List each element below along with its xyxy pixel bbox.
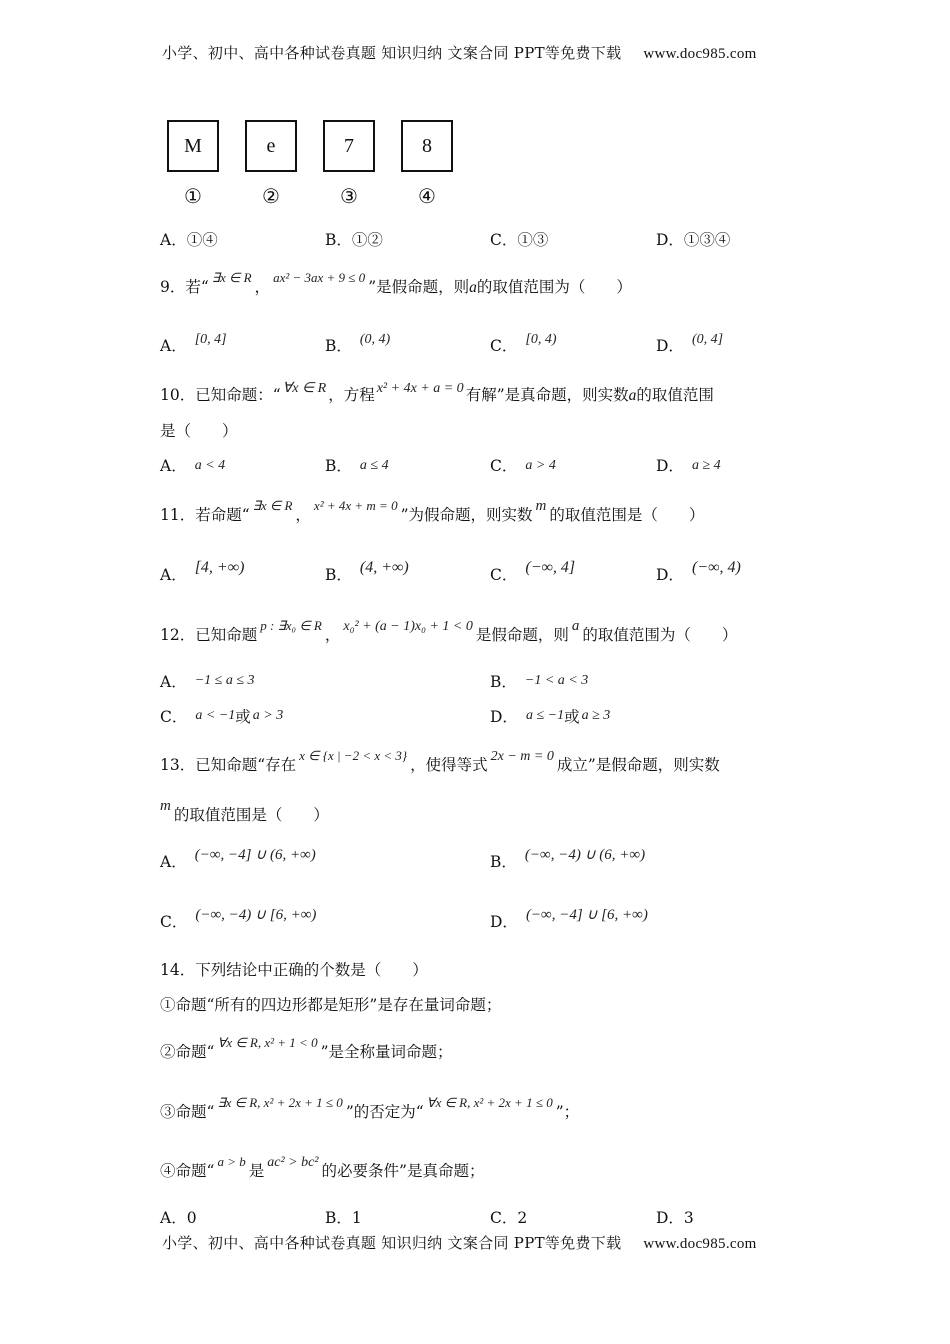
q10-stem-line-2: 是（ ） — [160, 422, 238, 440]
q11-option-c[interactable] — [490, 559, 576, 585]
q11-option-d[interactable] — [656, 559, 741, 585]
s3-suffix: ”； — [555, 1103, 580, 1121]
option-value: [0, 4) — [525, 332, 557, 347]
q11-sep: ， — [295, 506, 311, 524]
q9-option-c[interactable] — [490, 334, 557, 356]
option-value: (−∞, −4) ∪ (6, +∞) — [524, 847, 646, 863]
option-letter: D． — [490, 708, 518, 726]
option-letter: A． — [160, 337, 187, 355]
q13-mid: ，使得等式 — [410, 756, 488, 774]
q12-sep: ， — [324, 626, 341, 644]
s4-math-1: a > b — [217, 1154, 246, 1169]
q10-prefix: 10．已知命题：“ — [160, 386, 281, 404]
q11-suffix-1: ”为假命题，则实数 — [400, 506, 533, 524]
q10-suffix-2: 的取值范围 — [636, 386, 714, 404]
s2-suffix: ”是全称量词命题； — [320, 1043, 453, 1061]
option-value-2: a ≥ 3 — [581, 708, 611, 723]
q13-stem-line-2 — [160, 798, 329, 825]
option-or: 或 — [235, 708, 251, 726]
q12-suffix-2: 的取值范围为（ ） — [582, 626, 738, 644]
option-or: 或 — [564, 708, 580, 726]
option-letter: C． — [160, 708, 188, 726]
q13-option-b[interactable] — [490, 847, 646, 872]
option-value: −1 ≤ a ≤ 3 — [194, 673, 255, 688]
footer-text: 小学、初中、高中各种试卷真题 知识归纳 文案合同 PPT等免费下载 — [162, 1234, 622, 1252]
q10-suffix-1: 有解”是真命题，则实数 — [465, 386, 629, 404]
header-text: 小学、初中、高中各种试卷真题 知识归纳 文案合同 PPT等免费下载 — [162, 44, 622, 62]
q14-option-b[interactable]: B．1 — [325, 1209, 362, 1227]
q12-math-2: x₀² + (a − 1)x₀ + 1 < 0 — [343, 619, 473, 634]
option-letter: B． — [325, 457, 352, 475]
q13-option-c[interactable] — [160, 907, 317, 932]
q12-var: a — [571, 618, 580, 634]
q9-var: a — [469, 279, 477, 296]
q9-stem — [160, 270, 632, 297]
q12-option-a[interactable] — [160, 670, 255, 692]
q14-option-c[interactable]: C．2 — [490, 1209, 528, 1227]
s4-prefix: ④命题“ — [160, 1162, 215, 1180]
option-value: (−∞, 4) — [691, 559, 741, 576]
q12-option-d[interactable] — [490, 705, 610, 727]
q13-math-1: x ∈ {x | −2 < x < 3} — [299, 748, 408, 763]
q13-prefix: 13．已知命题“存在 — [160, 756, 297, 774]
s3-prefix: ③命题“ — [160, 1103, 215, 1121]
q12-option-b[interactable] — [490, 670, 588, 692]
q9-prefix: 9．若“ — [160, 278, 209, 296]
q12-option-c[interactable] — [160, 705, 283, 727]
option-value: (0, 4) — [359, 332, 391, 347]
option-letter: B． — [490, 673, 517, 691]
card-box: 7 — [323, 120, 375, 172]
q13-option-d[interactable] — [490, 907, 648, 932]
q12-math-1: p : ∃x₀ ∈ R — [260, 618, 322, 633]
card-label: ③ — [340, 184, 358, 208]
q12-stem — [160, 618, 738, 645]
q8-option-a[interactable]: A．①④ — [160, 231, 218, 249]
q13-line-2: 的取值范围是（ ） — [173, 806, 329, 824]
option-value: −1 < a < 3 — [524, 673, 589, 688]
option-letter: B． — [325, 337, 352, 355]
option-letter: D． — [656, 337, 684, 355]
option-letter: B． — [490, 853, 517, 871]
card-label: ④ — [418, 184, 436, 208]
q10-stem — [160, 383, 714, 405]
s2-math: ∀x ∈ R, x² + 1 < 0 — [217, 1035, 318, 1050]
option-value: a < −1 — [195, 708, 236, 723]
option-value: a ≥ 4 — [691, 458, 721, 473]
option-letter: D． — [656, 566, 684, 584]
q9-option-b[interactable] — [325, 334, 390, 356]
option-value: a ≤ −1 — [525, 708, 565, 723]
q10-mid: ，方程 — [328, 386, 375, 404]
page-footer — [162, 1232, 757, 1253]
q10-option-b[interactable] — [325, 454, 389, 476]
q14-statement-1: ①命题“所有的四边形都是矩形”是存在量词命题； — [160, 996, 502, 1014]
s2-prefix: ②命题“ — [160, 1043, 215, 1061]
q8-option-d[interactable]: D．①③④ — [656, 231, 731, 249]
q13-option-a[interactable] — [160, 847, 316, 872]
q10-option-a[interactable] — [160, 454, 225, 476]
s4-math-2: ac² > bc² — [267, 1155, 319, 1170]
q11-var: m — [535, 498, 547, 514]
header-url[interactable]: www.doc985.com — [643, 46, 757, 62]
option-letter: D． — [490, 913, 518, 931]
option-letter: B． — [325, 566, 352, 584]
q9-math-2: ax² − 3ax + 9 ≤ 0 — [273, 270, 366, 285]
q9-math-1: ∃x ∈ R — [211, 270, 252, 285]
option-letter: C． — [160, 913, 188, 931]
card-label: ② — [262, 184, 280, 208]
q14-statement-3 — [160, 1095, 580, 1122]
page-header — [162, 42, 757, 63]
q9-option-a[interactable] — [160, 334, 227, 356]
q9-suffix-2: 的取值范围为（ ） — [476, 278, 632, 296]
option-value: (4, +∞) — [359, 559, 409, 576]
q10-option-c[interactable] — [490, 454, 556, 476]
q10-option-d[interactable] — [656, 454, 721, 476]
q12-suffix-1: 是假命题，则 — [475, 626, 569, 644]
option-letter: D． — [656, 457, 684, 475]
s3-math-1: ∃x ∈ R, x² + 2x + 1 ≤ 0 — [217, 1095, 343, 1110]
option-value: (−∞, −4] ∪ [6, +∞) — [525, 907, 648, 923]
option-value: [4, +∞) — [194, 559, 245, 576]
q9-sep: ， — [254, 278, 271, 296]
q10-var: a — [628, 387, 637, 404]
q8-option-b[interactable]: B．①② — [325, 231, 383, 249]
footer-url[interactable]: www.doc985.com — [643, 1236, 757, 1252]
option-letter: A． — [160, 853, 187, 871]
q11-suffix-2: 的取值范围是（ ） — [549, 506, 705, 524]
q11-math-2: x² + 4x + m = 0 — [313, 498, 398, 513]
q14-stem: 14．下列结论中正确的个数是（ ） — [160, 961, 428, 979]
option-value-2: a > 3 — [252, 708, 284, 723]
q13-var: m — [160, 798, 171, 814]
option-letter: A． — [160, 673, 187, 691]
option-letter: C． — [490, 566, 518, 584]
q14-statement-4 — [160, 1154, 485, 1181]
q8-option-c[interactable]: C．①③ — [490, 231, 549, 249]
s4-suffix: 的必要条件”是真命题； — [321, 1162, 485, 1180]
q11-prefix: 11．若命题“ — [160, 506, 250, 524]
card-box: M — [167, 120, 219, 172]
q10-math-1: ∀x ∈ R — [282, 381, 327, 396]
option-value: (0, 4] — [691, 332, 724, 347]
s3-mid: ”的否定为“ — [345, 1103, 424, 1121]
option-value: (−∞, 4] — [525, 559, 576, 576]
card-box: 8 — [401, 120, 453, 172]
card-box: e — [245, 120, 297, 172]
q14-statement-2 — [160, 1035, 453, 1062]
option-value: a < 4 — [194, 458, 226, 473]
s4-mid: 是 — [248, 1162, 265, 1180]
q11-option-b[interactable] — [325, 559, 409, 585]
option-value: (−∞, −4] ∪ (6, +∞) — [194, 847, 316, 863]
q10-math-2: x² + 4x + a = 0 — [376, 381, 464, 396]
q12-prefix: 12．已知命题 — [160, 626, 258, 644]
q13-stem — [160, 748, 720, 775]
option-value: (−∞, −4) ∪ [6, +∞) — [195, 907, 317, 923]
q14-option-d[interactable]: D．3 — [656, 1209, 694, 1227]
q9-suffix-1: ”是假命题，则 — [368, 278, 470, 296]
s3-math-2: ∀x ∈ R, x² + 2x + 1 ≤ 0 — [426, 1095, 553, 1110]
q9-option-d[interactable] — [656, 334, 723, 356]
option-value: [0, 4] — [194, 332, 227, 347]
option-letter: C． — [490, 457, 518, 475]
q13-math-2: 2x − m = 0 — [490, 749, 554, 764]
q13-suffix-1: 成立”是假命题，则实数 — [556, 756, 720, 774]
q11-option-a[interactable] — [160, 559, 245, 585]
q11-stem — [160, 498, 705, 525]
option-letter: C． — [490, 337, 518, 355]
q11-math-1: ∃x ∈ R — [252, 498, 293, 513]
option-value: a > 4 — [525, 458, 556, 473]
option-letter: A． — [160, 457, 187, 475]
option-value: a ≤ 4 — [359, 458, 389, 473]
option-letter: A． — [160, 566, 187, 584]
q14-option-a[interactable]: A．0 — [160, 1209, 197, 1227]
card-label: ① — [184, 184, 202, 208]
